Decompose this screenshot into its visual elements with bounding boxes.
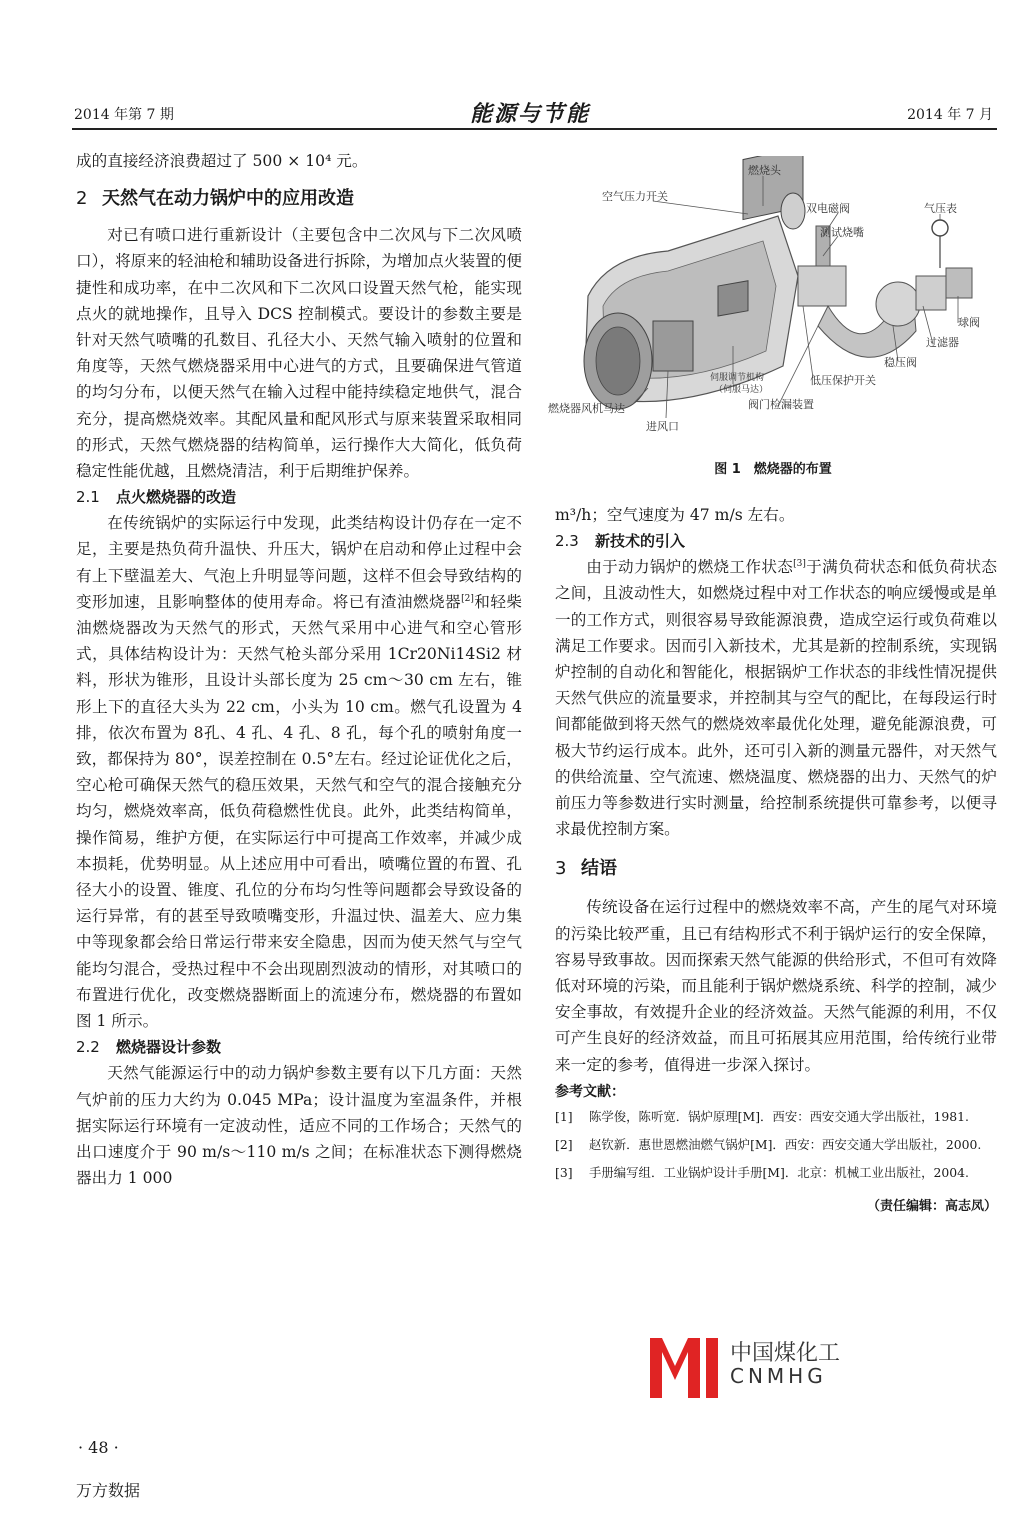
reference-number: [3]	[555, 1164, 573, 1180]
responsible-editor: （责任编辑：高志凤）	[866, 1198, 997, 1214]
label-air-inlet: 进风口	[646, 420, 679, 433]
page-number: · 48 ·	[78, 1438, 119, 1457]
continuation-text: m³/h；空气速度为 47 m/s 左右。	[555, 506, 795, 524]
label-fan-motor: 燃烧器风机马达	[548, 402, 625, 415]
reference-number: [1]	[555, 1108, 573, 1124]
section-number: 2	[76, 188, 88, 210]
references-title: 参考文献：	[555, 1083, 625, 1100]
section-number: 2.2	[76, 1038, 100, 1057]
label-burner-head: 燃烧头	[748, 164, 781, 177]
header-rule	[72, 128, 997, 130]
reference-item	[555, 1134, 997, 1156]
burner-figure	[548, 156, 998, 456]
section-2-2-heading	[76, 1034, 522, 1060]
paragraph	[76, 510, 522, 1034]
label-servo-sub: （伺服马达）	[714, 385, 769, 395]
paragraph: 天然气能源运行中的动力锅炉参数主要有以下几方面：天然气炉前的压力大约为 0.045 MPa；设计温度为室温条件，并根据实际运行环境有一定波动性，适应不同的工作场合；天然气的出口速度介于 90 m/s～110 m/s 之间；在标准状态下测得燃烧器出力 1 000	[76, 1064, 522, 1188]
section-number: 3	[555, 858, 567, 880]
section-number: 2.1	[76, 488, 100, 507]
label-test-nozzle: 测试烧嘴	[820, 226, 864, 239]
citation-ref[interactable]: [2]	[461, 593, 474, 604]
label-servo: 伺服调节机构	[710, 373, 765, 383]
paragraph	[555, 554, 997, 842]
section-title: 点火燃烧器的改造	[116, 488, 237, 507]
figure-caption: 图 1 燃烧器的布置	[714, 462, 832, 477]
citation-ref[interactable]: [3]	[793, 559, 806, 570]
journal-title: 能源与节能	[470, 101, 591, 127]
paragraph: 传统设备在运行过程中的燃烧效率不高，产生的尾气对环境的污染比较严重，且已有结构形式不利于锅炉运行的安全保障，容易导致事故。因而探索天然气能源的供给形式，不但可有效降低对环境的污染，而且能利于锅炉燃烧系统、科学的控制，减少安全事故，有效提升企业的经济效益。天然气能源的利用，不仅可产生良好的经济效益，而且可拓展其应用范围，给传统行业带来一定的参考，值得进一步深入探讨。	[555, 898, 997, 1074]
intro-text: 成的直接经济浪费超过了 500 × 10⁴ 元。	[76, 152, 368, 170]
left-column	[76, 148, 522, 1191]
section-title: 新技术的引入	[595, 532, 686, 551]
text-span: 和轻柴油燃烧器改为天然气的形式，天然气采用中心进气和空心管形式，具体结构设计为：天然气枪头部分采用 1Cr20Ni14Si2 材料，形状为锥形，且设计头部长度为 25 cm～30 cm 左右，锥形上下的直径大头为 22 cm，小头为 10 cm。燃气孔设置为 4 排，依次布置为 8孔、4 孔、4 孔、8 孔，每个孔的喷射角度一致，都保持为 80°，误差控制在 0.5°左右。经过论证优化之后，空心枪可确保天然气的稳压效果，天然气和空气的混合接触充分均匀，燃烧效率高，低负荷稳燃性优良。此外，此类结构简单，操作简易，维护方便，在实际运行中可提高工作效率，并减少成本损耗，优势明显。从上述应用中可看出，喷嘴位置的布置、孔径大小的设置、锥度、孔位的分布均匀性等问题都会导致设备的运行异常，有的甚至导致喷嘴变形，升温过快、温差大、应力集中等现象都会给日常运行带来安全隐患，因而为使天然气与空气能均匀混合，受热过程中不会出现剧烈波动的情形，对其喷口的布置进行优化，改变燃烧器断面上的流速分布，燃烧器的布置如图 1 所示。	[76, 592, 522, 1031]
section-2-1-heading	[76, 484, 522, 510]
reference-text: 陈学俊，陈听宽．锅炉原理[M]．西安：西安交通大学出版社，1981.	[589, 1108, 969, 1124]
reference-number: [2]	[555, 1136, 573, 1152]
section-2-3-heading	[555, 528, 997, 554]
label-air-pressure-switch: 空气压力开关	[602, 190, 668, 203]
reference-item	[555, 1106, 997, 1128]
reference-item	[555, 1162, 997, 1184]
watermark-cn: 中国煤化工	[730, 1341, 841, 1366]
section-2-heading	[76, 186, 522, 212]
label-low-pressure-switch: 低压保护开关	[810, 374, 876, 387]
reference-text: 赵钦新．惠世恩燃油燃气锅炉[M]．西安：西安交通大学出版社，2000.	[589, 1136, 982, 1152]
text-span: 于满负荷状态和低负荷状态之间，且波动性大，如燃烧过程中对工作状态的响应缓慢或是单一的工作方式，则很容易导致能源浪费，造成空运行或负荷难以满足工作要求。因而引入新技术，尤其是新的控制系统，实现锅炉控制的自动化和智能化，根据锅炉工作状态的非线性情况提供天然气供应的流量要求，并控制其与空气的配比，在每段运行时间都能做到将天然气的燃烧效率最优化处理，避免能源浪费，可极大节约运行成本。此外，还可引入新的测量元器件，对天然气的供给流量、空气流速、燃烧温度、燃烧器的出力、天然气的炉前压力等参数进行实时测量，给控制系统提供可靠参考，以便寻求最优控制方案。	[555, 558, 997, 839]
label-filter: 过滤器	[926, 336, 959, 349]
right-column	[555, 502, 997, 1220]
label-pressure-gauge: 气压表	[924, 202, 957, 215]
source-label: 万方数据	[76, 1481, 141, 1500]
label-ball-valve: 球阀	[958, 316, 980, 329]
date-label: 2014 年 7 月	[907, 107, 993, 123]
section-number: 2.3	[555, 532, 579, 551]
section-title: 燃烧器设计参数	[116, 1038, 222, 1057]
section-title: 结语	[581, 858, 617, 880]
label-dual-solenoid: 双电磁阀	[806, 202, 850, 215]
label-regulator: 稳压阀	[884, 356, 917, 369]
reference-text: 手册编写组．工业锅炉设计手册[M]．北京：机械工业出版社，2004.	[589, 1164, 969, 1180]
text-span: 由于动力锅炉的燃烧工作状态	[586, 558, 794, 577]
section-3-heading	[555, 856, 997, 882]
issue-label: 2014 年第 7 期	[74, 107, 174, 123]
paragraph: 对已有喷口进行重新设计（主要包含中二次风与下二次风喷口），将原来的轻油枪和辅助设备进行拆除，为增加点火装置的便捷性和成功率，在中二次风和下二次风口设置天然气枪，能实现点火的就地操作，且导入 DCS 控制模式。要设计的参数主要是针对天然气喷嘴的孔数目、孔径大小、天然气输入喷射的位置和角度等，天然气燃烧器采用中心进气的方式，且要确保进气管道的均匀分布，以便天然气在输入过程中能持续稳定地供气，混合充分，提高燃烧效率。其配风量和配风形式与原来装置采取相同的形式，天然气燃烧器的结构简单，运行操作大大简化，低负荷稳定性能优越，且燃烧清洁，利于后期维护保养。	[76, 226, 522, 481]
section-title: 天然气在动力锅炉中的应用改造	[102, 188, 354, 210]
text-span: 在传统锅炉的实际运行中发现，此类结构设计仍存在一定不足，主要是热负荷升温快、升压大，锅炉在启动和停止过程中会有上下壁温差大、气泡上升明显等问题，这样不但会导致结构的变形加速，且影响整体的使用寿命。将已有渣油燃烧器	[76, 514, 522, 611]
watermark-en: CNMHG	[730, 1364, 827, 1388]
label-leak-detector: 阀门检漏装置	[748, 398, 814, 411]
